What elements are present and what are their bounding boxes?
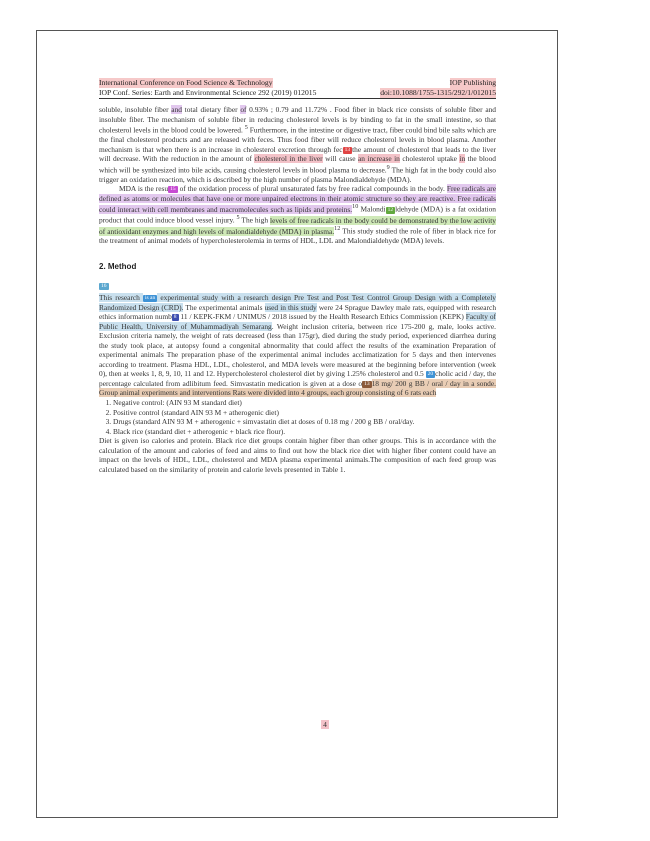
group-list — [99, 398, 496, 436]
annotation-tag[interactable]: 12 — [387, 206, 394, 213]
annotation-tag[interactable]: 13 — [364, 380, 370, 387]
page-number: 4 — [323, 720, 327, 729]
list-item: 2. Positive control (standard AIN 93 M + atherogenic diet) — [113, 408, 496, 418]
doi-link[interactable]: doi:10.1088/1755-1315/292/1/012015 — [380, 88, 496, 97]
citation-line — [99, 88, 496, 99]
intro-paragraph-1: soluble, insoluble fiber and total dietary fiber of 0.93% ; 0.79 and 11.72% . Food fiber in black rice consists of soluble fiber and insoluble fiber. The mechanism of soluble fiber in reducing cholesterol levels is by binding to fat in the small intestine, so that cholesterol levels in the blood could be lowered. $^5$ Furthermore, in the intestine or digestive tract, fiber could bind bile salts which are the final cholesterol products and are released with feces. Thus food fiber will reduce cholesterol levels in blood plasma. Another mechanism is that when there is an increase in cholesterol excretion through fec 13 the amount of cholesterol that leads to the liver will decrease. With the reduction in the amount of cholesterol in the liver will cause an increase in cholesterol uptake in the blood which will be synthesized into bile acids, causing cholesterol levels in blood plasma to decrease.$^9$ The high fat in the body could also trigger an oxidation reaction, which is described by the high number of plasma Malondialdehyde (MDA). — [99, 105, 497, 184]
method-closing-paragraph: Diet is given iso calories and protein. Black rice diet groups contain higher fiber than other groups. This is in accordance with the calculation of the amount and calories of feed and aims to find out how the black rice diet with higher fiber content could have an impact on the levels of HDL, LDL, cholesterol and MDA plasma experimental animals.The composition of each feed group was calculated based on the similarity of protein and calorie levels presented in Table 1. — [99, 436, 496, 474]
publisher-name: IOP Publishing — [449, 78, 496, 87]
annotation-tag[interactable]: 8 — [173, 314, 177, 321]
annotation-tag[interactable]: is an — [145, 295, 156, 301]
list-item: 3. Drugs (standard AIN 93 M + atherogenic + simvastatin diet at doses of 0.18 mg / 200 g BB / oral/day. — [113, 417, 496, 427]
series-info: IOP Conf. Series: Earth and Environmental Science 292 (2019) 012015 — [99, 88, 317, 97]
annotation-tag[interactable]: 13 — [344, 146, 351, 153]
list-item: 4. Black rice (standard diet + atherogenic + black rice flour). — [113, 427, 496, 437]
annotation-tag[interactable]: 15 — [170, 186, 176, 193]
intro-paragraph-2: MDA is the resu 15 of the oxidation process of plural unsaturated fats by free radical compounds in the body. Free radicals are defined as atoms or molecules that have one or more unpaired electrons in their atomic structure so they are reactive. Free radicals could interact with cell membranes and macromolecules such as lipids and proteins.$^{10}$ Malondi 12 ldehyde (MDA) is a fat oxidation product that could induce blood vessel injury. $^5$ The high levels of free radicals in the body could be demonstrated by the low activity of antioxidant enzymes and high levels of malondialdehyde (MDA) in plasma.$^{12}$ This study studied the role of fiber in black rice for the treatment of animal models of hypercholesterolemia in terms of HDL, LDL and Malondialdehyde (MDA) levels. — [99, 184, 496, 246]
annotation-tag[interactable]: 16 — [101, 283, 107, 289]
method-paragraph: This research is an experimental study with a research design Pre Test and Post Test Control Group Design with a Completely Randomized Design (CRD). The experimental animals used in this study were 24 Sprague Dawley male rats, equipped with research ethics information numb 8 11 / KEPK-FKM / UNIMUS / 2018 issued by the Health Research Ethics Commission (KEPK) Faculty of Public Health, University of Muhammadiyah Semarang. Weight inclusion criteria, between rice 175-200 g, male, looks active. Exclusion criteria namely, the weight of rats decreased (less than 175gr), died during the study period, experienced diarrhea during the study took place, at autopsy found a congenital abnormality that could affect the results of the examination Preparation of experimental animals The preparation phase of the experimental animal includes acclimatization for 5 days and then intervenes according to treatment. Plasma HDL, LDL, cholesterol, and MDA levels were measured at the beginning before intervention (week 0), then at weeks 1, 8, 9, 10, 11 and 12. Hypercholesterol cholesterol diet by giving 1.25% cholesterol and 0.5 20 cholic acid / day, the percentage calculated from adlibitum feed. Simvastatin medication is given at a dose o 13 18 mg/ 200 g BB / oral / day in a sonde. Group animal experiments and interventions Rats were divided into 4 groups, each group consisting of 6 rats each — [99, 293, 497, 398]
paper-page — [99, 78, 496, 474]
conference-name: International Conference on Food Science & Technology — [99, 78, 273, 87]
running-header — [99, 78, 496, 88]
annotation-tag[interactable]: 20 — [427, 371, 434, 378]
method-tag-row — [99, 275, 496, 293]
section-heading-method: 2. Method — [99, 262, 137, 271]
list-item: 1. Negative control: (AIN 93 M standard diet) — [113, 398, 496, 408]
